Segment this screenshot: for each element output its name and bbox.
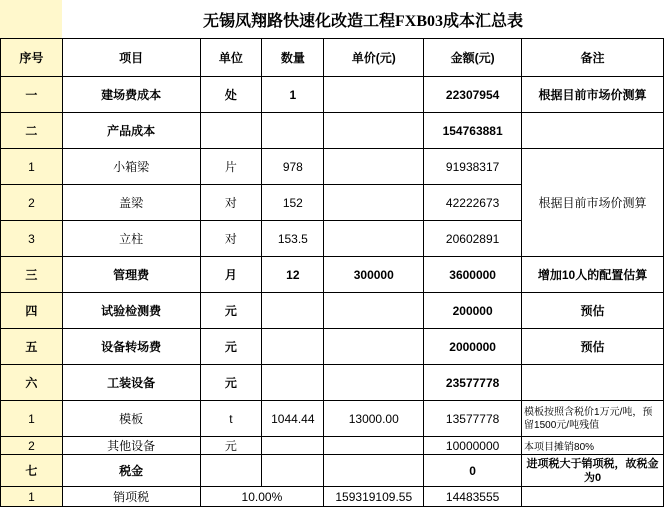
col-header-unit[interactable]: 单位 — [200, 39, 262, 77]
cell-note[interactable]: 本项目摊销80% — [522, 437, 664, 455]
cell-qty[interactable] — [262, 455, 324, 487]
cell-price[interactable] — [324, 365, 424, 401]
cell-price[interactable] — [324, 149, 424, 185]
cell-price[interactable]: 159319109.55 — [324, 487, 424, 507]
cell-note[interactable]: 预估 — [522, 293, 664, 329]
table-row — [1, 401, 664, 437]
cell-unit[interactable]: 月 — [200, 257, 262, 293]
cell-note[interactable]: 预估 — [522, 329, 664, 365]
cell-unit[interactable]: 处 — [200, 77, 262, 113]
cell-price[interactable] — [324, 329, 424, 365]
cell-price[interactable] — [324, 221, 424, 257]
header-row — [1, 39, 664, 77]
cell-unit[interactable]: t — [200, 401, 262, 437]
col-header-price[interactable]: 单价(元) — [324, 39, 424, 77]
cell-qty[interactable]: 1044.44 — [262, 401, 324, 437]
col-header-item[interactable]: 项目 — [62, 39, 200, 77]
cell-amount[interactable]: 13577778 — [424, 401, 522, 437]
cell-item[interactable]: 税金 — [62, 455, 200, 487]
cell-item[interactable]: 设备转场费 — [62, 329, 200, 365]
cell-amount[interactable]: 154763881 — [424, 113, 522, 149]
cell-no[interactable]: 2 — [1, 437, 63, 455]
cell-item[interactable]: 试验检测费 — [62, 293, 200, 329]
cell-no[interactable]: 六 — [1, 365, 63, 401]
cell-amount[interactable]: 23577778 — [424, 365, 522, 401]
cell-no[interactable]: 二 — [1, 113, 63, 149]
cell-item[interactable]: 盖梁 — [62, 185, 200, 221]
cell-amount[interactable]: 200000 — [424, 293, 522, 329]
cell-item[interactable]: 模板 — [62, 401, 200, 437]
cell-item[interactable]: 小箱梁 — [62, 149, 200, 185]
cell-item[interactable]: 销项税 — [62, 487, 200, 507]
cell-note[interactable]: 增加10人的配置估算 — [522, 257, 664, 293]
table-row — [1, 455, 664, 487]
table-row — [1, 329, 664, 365]
cell-qty[interactable] — [262, 329, 324, 365]
cell-unit[interactable]: 元 — [200, 329, 262, 365]
cell-no[interactable]: 四 — [1, 293, 63, 329]
cost-summary-table — [0, 38, 664, 507]
col-header-qty[interactable]: 数量 — [262, 39, 324, 77]
sheet-title: 无锡凤翔路快速化改造工程FXB03成本汇总表 — [202, 12, 523, 30]
cell-unit[interactable]: 片 — [200, 149, 262, 185]
cell-note[interactable]: 进项税大于销项税，故税金为0 — [522, 455, 664, 487]
cell-amount[interactable]: 3600000 — [424, 257, 522, 293]
table-row — [1, 487, 664, 507]
cell-amount[interactable]: 10000000 — [424, 437, 522, 455]
table-row — [1, 113, 664, 149]
col-header-no[interactable]: 序号 — [1, 39, 63, 77]
cell-item[interactable]: 建场费成本 — [62, 77, 200, 113]
cell-no[interactable]: 一 — [1, 77, 63, 113]
cell-amount[interactable]: 22307954 — [424, 77, 522, 113]
table-row — [1, 77, 664, 113]
cell-price[interactable] — [324, 77, 424, 113]
cell-qty[interactable]: 1 — [262, 77, 324, 113]
table-row — [1, 293, 664, 329]
cell-unit[interactable]: 10.00% — [200, 487, 324, 507]
cell-note[interactable] — [522, 113, 664, 149]
cell-price[interactable] — [324, 293, 424, 329]
cell-qty[interactable] — [262, 365, 324, 401]
cell-unit[interactable]: 对 — [200, 221, 262, 257]
cell-note[interactable]: 根据目前市场价测算 — [522, 149, 664, 257]
cell-price[interactable] — [324, 437, 424, 455]
cell-item[interactable]: 工装设备 — [62, 365, 200, 401]
row-header-strip — [0, 0, 62, 38]
cell-note[interactable] — [522, 365, 664, 401]
cell-no[interactable]: 五 — [1, 329, 63, 365]
cell-qty[interactable] — [262, 293, 324, 329]
cell-price[interactable] — [324, 185, 424, 221]
table-row — [1, 437, 664, 455]
cell-amount[interactable]: 0 — [424, 455, 522, 487]
cell-unit[interactable] — [200, 113, 262, 149]
cell-unit[interactable]: 元 — [200, 293, 262, 329]
cell-qty[interactable]: 152 — [262, 185, 324, 221]
cell-amount[interactable]: 20602891 — [424, 221, 522, 257]
cell-unit[interactable]: 元 — [200, 365, 262, 401]
cell-no[interactable]: 3 — [1, 221, 63, 257]
cell-note[interactable] — [522, 487, 664, 507]
cell-amount[interactable]: 42222673 — [424, 185, 522, 221]
cell-unit[interactable]: 元 — [200, 437, 262, 455]
table-row — [1, 149, 664, 185]
cell-qty[interactable] — [262, 113, 324, 149]
cell-item[interactable]: 产品成本 — [62, 113, 200, 149]
cell-no[interactable]: 三 — [1, 257, 63, 293]
table-row — [1, 257, 664, 293]
cell-price[interactable] — [324, 113, 424, 149]
cell-item[interactable]: 其他设备 — [62, 437, 200, 455]
cell-no[interactable]: 1 — [1, 149, 63, 185]
cell-price[interactable] — [324, 455, 424, 487]
cell-qty[interactable] — [262, 437, 324, 455]
cell-no[interactable]: 七 — [1, 455, 63, 487]
cell-note[interactable]: 模板按照含税价1万元/吨，预留1500元/吨残值 — [522, 401, 664, 437]
cell-amount[interactable]: 14483555 — [424, 487, 522, 507]
cell-no[interactable]: 1 — [1, 401, 63, 437]
cell-qty[interactable]: 153.5 — [262, 221, 324, 257]
table-row — [1, 365, 664, 401]
cell-price[interactable]: 13000.00 — [324, 401, 424, 437]
cell-unit[interactable] — [200, 455, 262, 487]
cell-note[interactable]: 根据目前市场价测算 — [522, 77, 664, 113]
cell-amount[interactable]: 2000000 — [424, 329, 522, 365]
cell-no[interactable]: 1 — [1, 487, 63, 507]
cell-amount[interactable]: 91938317 — [424, 149, 522, 185]
cell-no[interactable]: 2 — [1, 185, 63, 221]
cell-item[interactable]: 立柱 — [62, 221, 200, 257]
col-header-amount[interactable]: 金额(元) — [424, 39, 522, 77]
cell-price[interactable]: 300000 — [324, 257, 424, 293]
col-header-note[interactable]: 备注 — [522, 39, 664, 77]
cell-item[interactable]: 管理费 — [62, 257, 200, 293]
cell-qty[interactable]: 978 — [262, 149, 324, 185]
cell-unit[interactable]: 对 — [200, 185, 262, 221]
cell-qty[interactable]: 12 — [262, 257, 324, 293]
